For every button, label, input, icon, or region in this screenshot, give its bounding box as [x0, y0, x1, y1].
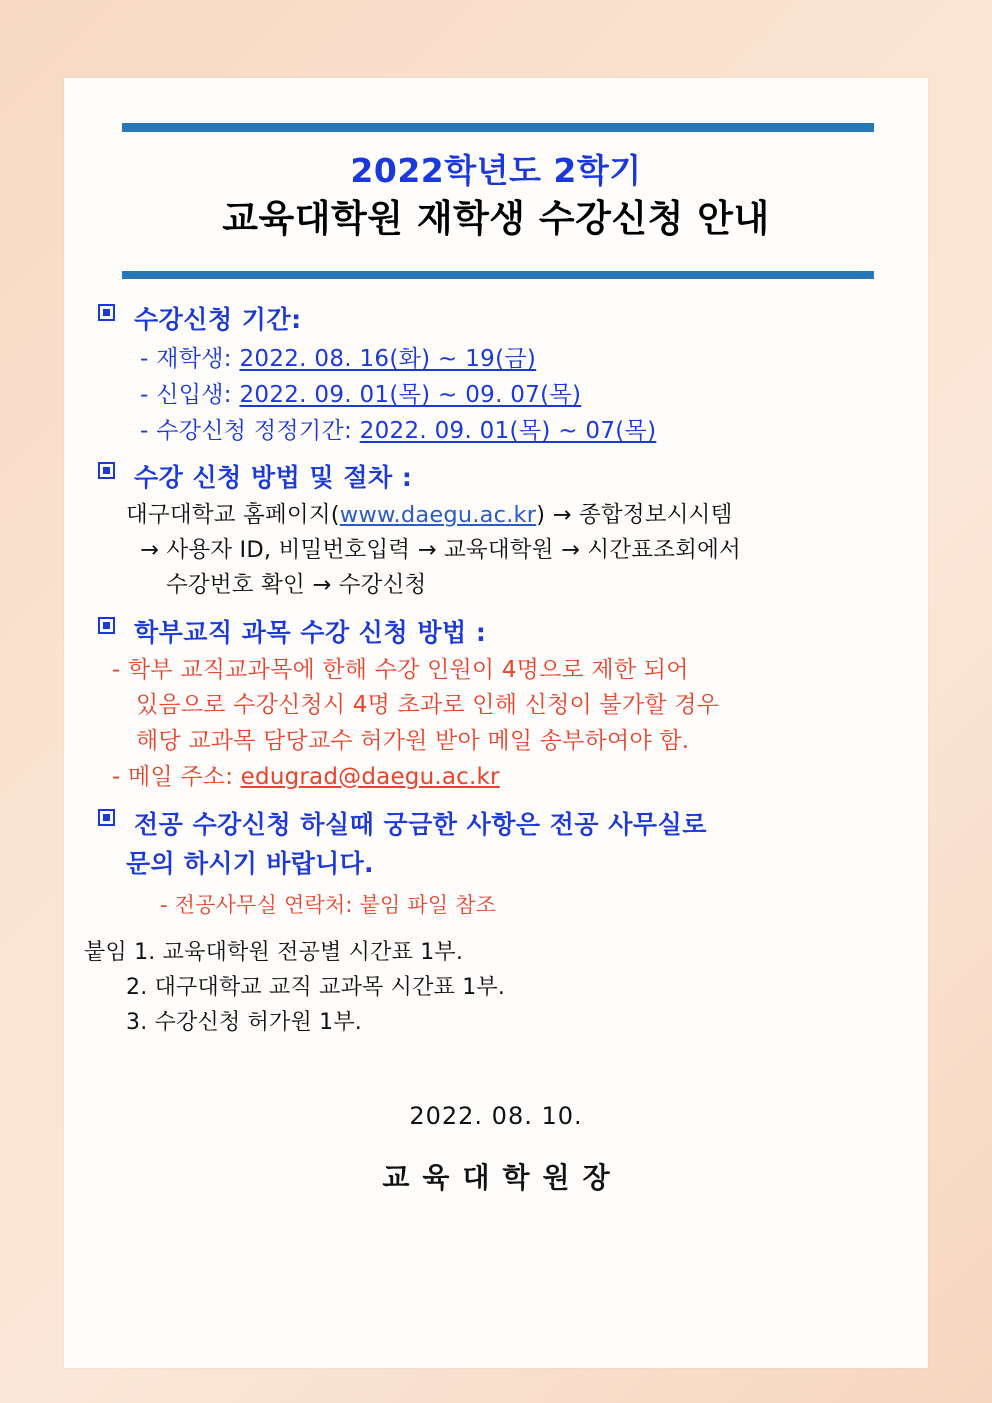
attachment-item-3: 3. 수강신청 허가원 1부.: [126, 1010, 362, 1036]
bottom-divider-bar: [122, 271, 874, 279]
notice-page: [64, 78, 928, 1368]
section-heading-period: [64, 300, 928, 336]
square-bullet-icon: [98, 809, 115, 826]
attachment-item-2: 2. 대구대학교 교직 교과목 시간표 1부.: [126, 974, 506, 1000]
period-item-enrolled-value: 2022. 08. 16(화) ~ 19(금): [239, 346, 537, 372]
method-line-1: [64, 498, 928, 533]
undergrad-line-3: 해당 교과목 담당교수 허가원 받아 메일 송부하여야 함.: [136, 727, 690, 754]
period-item-new-value: 2022. 09. 01(목) ~ 09. 07(목): [239, 382, 582, 408]
notice-content: [64, 300, 928, 1196]
section-heading-period-label: 수강신청 기간:: [134, 305, 302, 334]
section-heading-method-label: 수강 신청 방법 및 절차 :: [134, 463, 413, 492]
method-line-1-pre: 대구대학교 홈페이지(: [126, 502, 340, 528]
period-item-enrolled-label: - 재학생:: [140, 346, 232, 372]
period-item-correction-value: 2022. 09. 01(목) ~ 07(목): [359, 418, 657, 444]
undergrad-line-2: 있음으로 수강신청시 4명 초과로 인해 신청이 불가할 경우: [136, 692, 720, 719]
square-bullet-icon: [98, 617, 115, 634]
attachment-item-1: 붙임 1. 교육대학원 전공별 시간표 1부.: [84, 939, 464, 965]
signer-title: 교육대학원장: [382, 1161, 623, 1195]
method-line-2: → 사용자 ID, 비밀번호입력 → 교육대학원 → 시간표조회에서: [140, 536, 741, 563]
title-semester: 2022학년도 2학기: [350, 151, 642, 190]
section-heading-undergrad: [64, 613, 928, 649]
issue-date: 2022. 08. 10.: [409, 1102, 583, 1131]
section-heading-inquiry: [64, 805, 928, 841]
inquiry-note: - 전공사무실 연락처: 붙임 파일 참조: [160, 892, 497, 917]
daegu-homepage-link[interactable]: www.daegu.ac.kr: [339, 502, 537, 528]
period-item-new-label: - 신입생:: [140, 382, 232, 408]
section-heading-method: [64, 458, 928, 494]
inquiry-line-2: 문의 하시기 바랍니다.: [126, 849, 374, 879]
undergrad-mail-label: - 메일 주소:: [112, 763, 234, 790]
top-divider-bar: [122, 123, 874, 132]
square-bullet-icon: [98, 304, 115, 321]
period-item-correction: [64, 412, 928, 445]
undergrad-line-1: - 학부 교직교과목에 한해 수강 인원이 4명으로 제한 되어: [112, 656, 689, 683]
edugrad-email-link[interactable]: edugrad@daegu.ac.kr: [240, 763, 500, 790]
period-item-enrolled: [64, 340, 928, 373]
method-line-1-post: ) → 종합정보시시템: [536, 502, 733, 528]
period-item-correction-label: - 수강신청 정정기간:: [140, 418, 353, 444]
method-line-3: 수강번호 확인 → 수강신청: [166, 571, 427, 598]
title-main: 교육대학원 재학생 수강신청 안내: [222, 197, 770, 241]
notice-inner: [64, 78, 928, 1368]
undergrad-mail-row: [64, 760, 928, 796]
page-title: [64, 150, 928, 243]
period-item-new: [64, 376, 928, 409]
section-heading-undergrad-label: 학부교직 과목 수강 신청 방법 :: [134, 617, 487, 647]
section-heading-inquiry-label: 전공 수강신청 하실때 궁금한 사항은 전공 사무실로: [134, 810, 707, 840]
square-bullet-icon: [98, 462, 115, 479]
